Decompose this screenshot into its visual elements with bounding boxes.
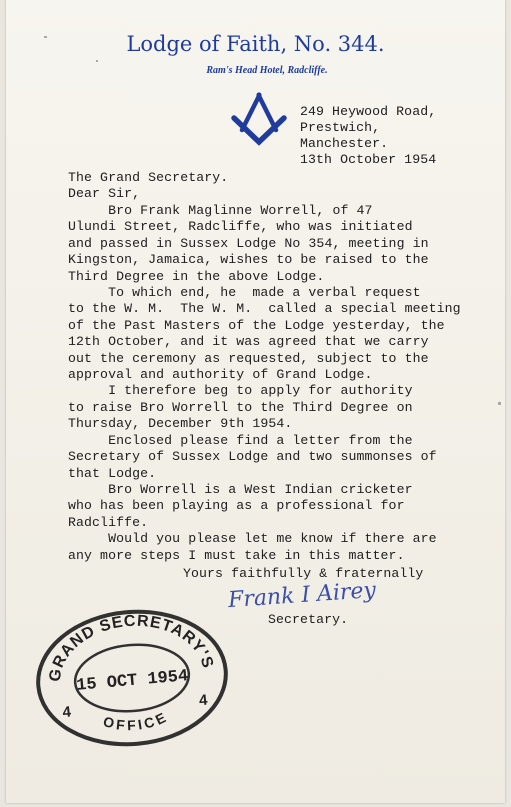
- body-line: Enclosed please find a letter from the: [68, 432, 413, 448]
- body-line: Would you please let me know if there are: [68, 531, 437, 547]
- body-line: Bro Worrell is a West Indian cricketer: [68, 481, 413, 497]
- body-line: to the W. M. The W. M. called a special meeting: [68, 301, 461, 317]
- body-line: approval and authority of Grand Lodge.: [68, 367, 373, 383]
- stamp-date: 15 OCT 1954: [75, 667, 190, 696]
- salutation: [68, 170, 228, 203]
- signatory-title: Secretary.: [268, 612, 349, 627]
- paper-speck: [96, 60, 98, 62]
- body-line: Thursday, December 9th 1954.: [68, 416, 293, 432]
- closing-line: Yours faithfully & fraternally: [183, 566, 424, 581]
- stamp-number-right: 4: [198, 691, 209, 710]
- body-line: of the Past Masters of the Lodge yesterday, the: [68, 317, 445, 333]
- body-line: out the ceremony as requested, subject to the: [68, 350, 429, 366]
- body-line: and passed in Sussex Lodge No 354, meeting in: [68, 235, 429, 251]
- handwritten-signature: Frank I Airey: [227, 577, 377, 614]
- body-line: Kingston, Jamaica, wishes to be raised to the: [68, 252, 429, 268]
- body-line: Ulundi Street, Radcliffe, who was initiated: [68, 219, 413, 235]
- recipient: The Grand Secretary.: [68, 170, 229, 185]
- body-line: Third Degree in the above Lodge.: [68, 268, 325, 284]
- body-line: who has been playing as a professional for: [68, 498, 405, 514]
- greeting: Dear Sir,: [68, 186, 141, 202]
- body-line: to raise Bro Worrell to the Third Degree on: [68, 399, 413, 415]
- body-line: 12th October, and it was agreed that we carry: [68, 334, 429, 350]
- stamp-top-text: GRAND SECRETARY'S: [46, 612, 217, 683]
- body-line: To which end, he made a verbal request: [68, 285, 421, 301]
- square-and-compasses-icon: [229, 88, 289, 148]
- body-line: any more steps I must take in this matter.: [68, 547, 405, 563]
- sender-address: [300, 104, 436, 168]
- body-line: Secretary of Sussex Lodge and two summonses of: [68, 449, 437, 465]
- letterhead-title: Lodge of Faith, No. 344.: [126, 32, 385, 56]
- address-line: 249 Heywood Road,: [300, 104, 437, 119]
- stamp-bottom-text: OFFICE: [101, 708, 171, 734]
- letter-body: [68, 203, 461, 564]
- body-line: that Lodge.: [68, 465, 157, 481]
- letterhead-subtitle: Ram's Head Hotel, Radcliffe.: [206, 65, 328, 76]
- grand-secretary-office-stamp: [34, 608, 230, 748]
- body-line: Bro Frank Maglinne Worrell, of 47: [68, 203, 373, 218]
- body-line: I therefore beg to apply for authority: [68, 383, 413, 399]
- address-line: Manchester.: [300, 136, 389, 151]
- stamp-number-left: 4: [61, 703, 72, 722]
- letter-date: 13th October 1954: [300, 152, 437, 167]
- address-line: Prestwich,: [300, 120, 381, 135]
- body-line: Radcliffe.: [68, 514, 149, 530]
- paper-speck: [498, 402, 501, 405]
